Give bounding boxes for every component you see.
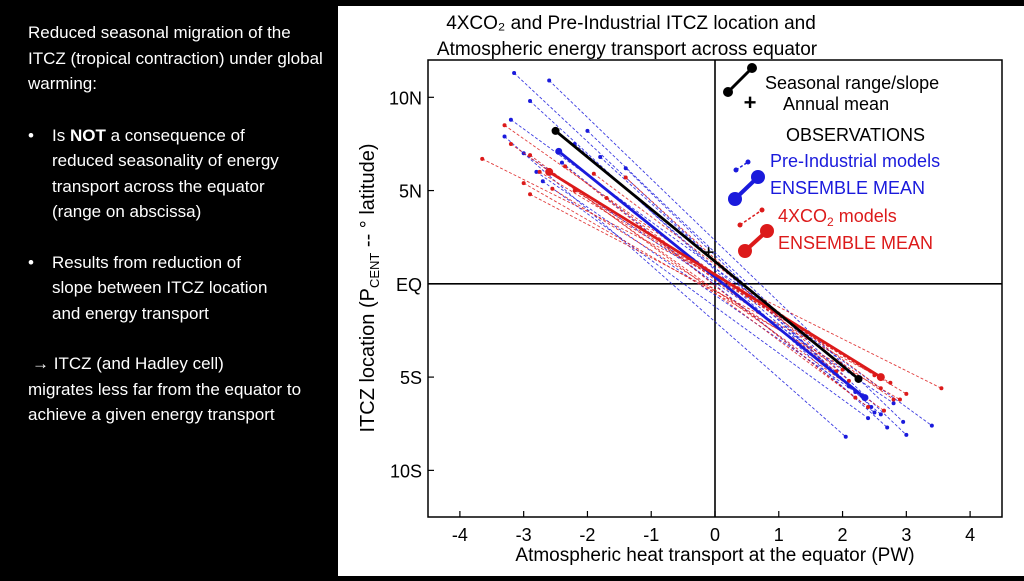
pi-model-point — [844, 435, 848, 439]
conclusion-text — [28, 351, 328, 428]
y-tick-label: 5N — [398, 181, 422, 202]
y-axis-label-main: ITCZ location (P — [357, 288, 379, 433]
legend-observations-label: OBSERVATIONS — [786, 125, 926, 145]
chart-panel — [338, 6, 1024, 576]
legend-pi-marker — [746, 160, 751, 165]
x-tick-label: -2 — [579, 525, 596, 545]
arrow-icon: → — [32, 354, 49, 373]
bullet-text — [52, 123, 282, 225]
bullet-glyph: • — [28, 125, 34, 145]
pi-model-point — [503, 134, 507, 138]
co2-model-point — [892, 397, 896, 401]
legend-mean-glyph: + — [743, 90, 757, 115]
chart-title-line1: 4XCO₂ and Pre-Industrial ITCZ location and — [446, 13, 816, 34]
co2-model-point — [480, 157, 484, 161]
x-tick-label: 0 — [709, 525, 721, 545]
bullet-glyph: • — [28, 252, 34, 272]
legend-seasonal-label: Seasonal range/slope — [765, 73, 940, 93]
slide-text — [28, 20, 328, 428]
pi-model-point — [585, 129, 589, 133]
legend-co2-label-sub: 2 — [827, 215, 834, 229]
x-tick-label: -1 — [643, 525, 660, 545]
pi-model-point — [528, 99, 532, 103]
co2-model-point — [624, 176, 628, 180]
bullet-bold: NOT — [69, 125, 106, 145]
legend-seasonal-marker — [723, 87, 733, 97]
pi-model-point — [598, 155, 602, 159]
y-tick-label: 10S — [389, 461, 422, 482]
co2-model-point — [528, 153, 532, 157]
y-tick-label: EQ — [395, 274, 422, 295]
x-axis — [452, 511, 975, 545]
pi-model-point — [624, 166, 628, 170]
pi-model-line — [587, 131, 906, 435]
bullet-rest: a consequence of reduced seasonality of energy transport across the equator (range on abscissa) — [52, 125, 279, 221]
pi-model-point — [512, 71, 516, 75]
co2-model-point — [853, 396, 857, 400]
pi-model-point — [885, 425, 889, 429]
y-axis-label-sub: CENT — [367, 252, 382, 289]
legend-seasonal-line — [728, 68, 752, 92]
x-tick-label: -3 — [515, 525, 532, 545]
co2-model-point — [528, 192, 532, 196]
itcz-chart — [338, 6, 1024, 576]
pi-model-point — [866, 416, 870, 420]
pi-model-point — [547, 79, 551, 83]
legend-pi-ens-marker — [728, 192, 742, 206]
legend-co2-label-end: models — [833, 206, 897, 226]
co2-model-point — [592, 172, 596, 176]
legend-co2-line — [740, 210, 762, 225]
legend-pi-label: Pre-Industrial models — [770, 151, 941, 171]
pi-ensemble-mean-point — [555, 148, 562, 155]
co2-model-point — [522, 181, 526, 185]
pi-model-line — [536, 172, 855, 392]
y-axis-label-end: -- ° latitude) — [357, 143, 379, 253]
y-tick-label: 10N — [388, 88, 422, 109]
legend-pi-ens-marker — [751, 170, 765, 184]
pi-model-point — [904, 433, 908, 437]
bullet-text: Results from reduction of slope between ITCZ location and energy transport — [52, 252, 268, 323]
co2-model-point — [888, 381, 892, 385]
co2-model-point — [605, 196, 609, 200]
legend-co2-ens-label: ENSEMBLE MEAN — [778, 233, 934, 253]
y-axis — [389, 88, 434, 481]
co2-model-point — [509, 142, 513, 146]
x-axis-label: Atmospheric heat transport at the equator (PW) — [515, 545, 915, 566]
legend-co2-label — [778, 206, 897, 229]
y-axis-label — [357, 143, 382, 432]
pi-ensemble-mean-point — [861, 394, 868, 401]
legend-co2-marker — [738, 223, 743, 228]
bullet-list — [28, 123, 328, 428]
legend-co2-ens-marker — [760, 224, 774, 238]
co2-model-point — [882, 409, 886, 413]
co2-model-line — [565, 166, 855, 397]
co2-ensemble-mean-point — [877, 373, 885, 381]
pi-model-point — [892, 401, 896, 405]
bullet-item — [28, 250, 328, 327]
conclusion-rest: migrates less far from the equator to achieve a given energy transport — [28, 379, 302, 424]
x-tick-label: 4 — [965, 525, 976, 545]
x-tick-label: -4 — [451, 525, 468, 545]
pi-model-point — [879, 412, 883, 416]
legend-co2-label-main: 4XCO — [778, 206, 828, 226]
bullet-prefix: Is — [52, 125, 70, 145]
pi-model-point — [872, 411, 876, 415]
x-tick-label: 1 — [773, 525, 784, 545]
bullet-item — [28, 123, 328, 225]
co2-model-point — [879, 386, 883, 390]
y-tick-label: 5S — [399, 368, 422, 389]
legend-mean-label: Annual mean — [783, 94, 890, 114]
intro-text: Reduced seasonal migration of the ITCZ (tropical contraction) under global warming: — [28, 23, 323, 93]
legend-seasonal-marker — [747, 63, 757, 73]
co2-ensemble-mean-point — [545, 168, 553, 176]
pi-model-point — [509, 118, 513, 122]
co2-model-point — [503, 123, 507, 127]
x-tick-label: 3 — [901, 525, 912, 545]
pi-model-point — [930, 424, 934, 428]
co2-model-point — [898, 397, 902, 401]
pi-model-line — [530, 101, 887, 427]
co2-model-point — [866, 405, 870, 409]
chart-title-line2: Atmospheric energy transport across equator — [436, 39, 818, 60]
pi-model-point — [560, 161, 564, 165]
pi-model-point — [901, 420, 905, 424]
legend-co2-ens-marker — [738, 244, 752, 258]
co2-model-point — [939, 386, 943, 390]
observations-point — [855, 375, 863, 383]
conclusion-first: ITCZ (and Hadley cell) — [49, 354, 224, 373]
legend — [723, 63, 940, 258]
legend-pi-ens-label: ENSEMBLE MEAN — [770, 178, 926, 198]
co2-model-point — [904, 392, 908, 396]
x-tick-label: 2 — [837, 525, 848, 545]
co2-model-point — [563, 164, 567, 168]
observations-point — [552, 127, 560, 135]
legend-co2-marker — [760, 208, 765, 213]
co2-model-point — [538, 170, 542, 174]
legend-pi-marker — [734, 168, 739, 173]
co2-model-point — [550, 187, 554, 191]
pi-model-point — [541, 179, 545, 183]
